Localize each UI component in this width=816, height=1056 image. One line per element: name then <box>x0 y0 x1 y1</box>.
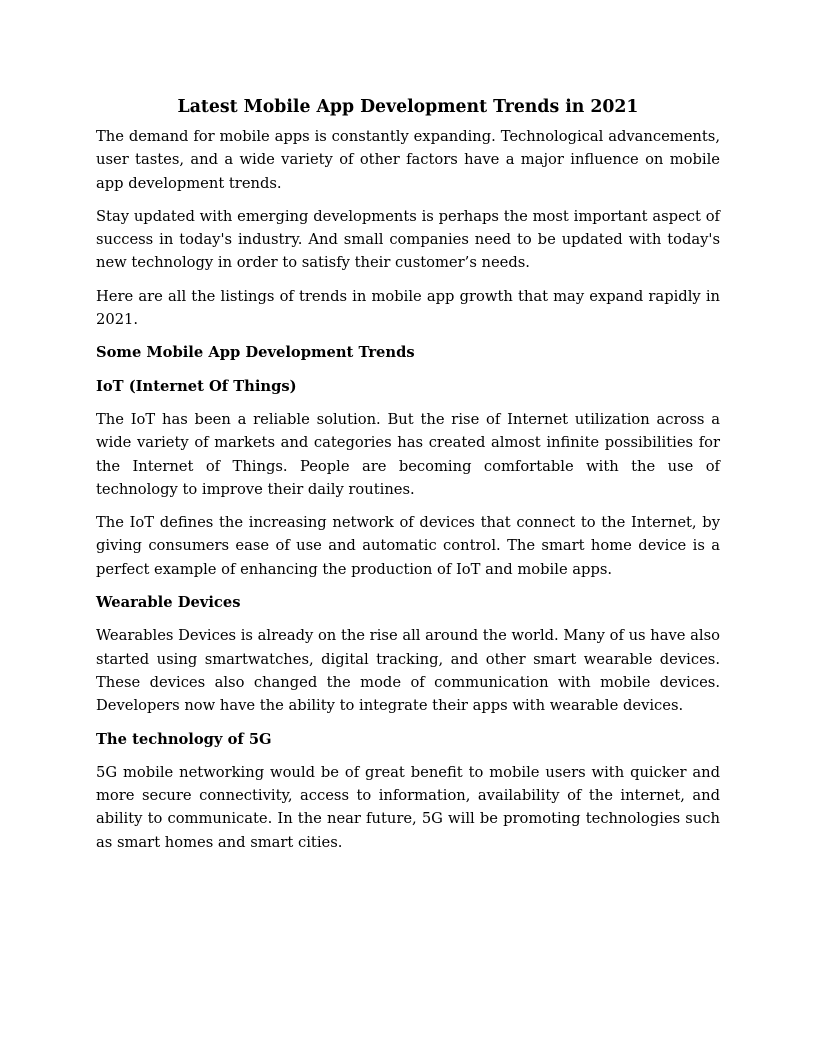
iot-paragraph-1: The IoT has been a reliable solution. But the rise of Internet utilization across a wide variety of markets and categories has created almost infinite possibilities for the Internet of Things. People are becoming comfortable with the use of technology to improve their daily routines. <box>96 410 720 498</box>
intro-paragraph-3: Here are all the listings of trends in mobile app growth that may expand rapidly in 2021. <box>96 287 720 329</box>
intro-paragraph-1: The demand for mobile apps is constantly expanding. Technological advancements, user tastes, and a wide variety of other factors have a major influence on mobile app development trends. <box>96 128 720 192</box>
iot-paragraph-2: The IoT defines the increasing network of devices that connect to the Internet, by giving consumers ease of use and automatic control. The smart home device is a perfect example of enhancing the production of IoT and mobile apps. <box>96 514 720 578</box>
document-title: Latest Mobile App Development Trends in 2021 <box>177 97 639 117</box>
heading-wearable-devices: Wearable Devices <box>96 594 241 612</box>
heading-5g: The technology of 5G <box>96 730 272 748</box>
5g-paragraph-1: 5G mobile networking would be of great benefit to mobile users with quicker and more secure connectivity, access to information, availability of the internet, and ability to communicate. In the near future, 5G will be promoting technologies such as smart homes and smart cities. <box>96 763 720 851</box>
intro-paragraph-2: Stay updated with emerging developments is perhaps the most important aspect of success in today's industry. And small companies need to be updated with today's new technology in order to satisfy their customer’s needs. <box>96 207 720 272</box>
section-heading-trends: Some Mobile App Development Trends <box>96 344 415 362</box>
heading-iot: IoT (Internet Of Things) <box>96 377 297 395</box>
wearables-paragraph-1: Wearables Devices is already on the rise all around the world. Many of us have also started using smartwatches, digital tracking, and other smart wearable devices. These devices also changed the mode of communication with mobile devices. Developers now have the ability to integrate their apps with wearable devices. <box>96 627 720 715</box>
document-page <box>96 94 720 864</box>
